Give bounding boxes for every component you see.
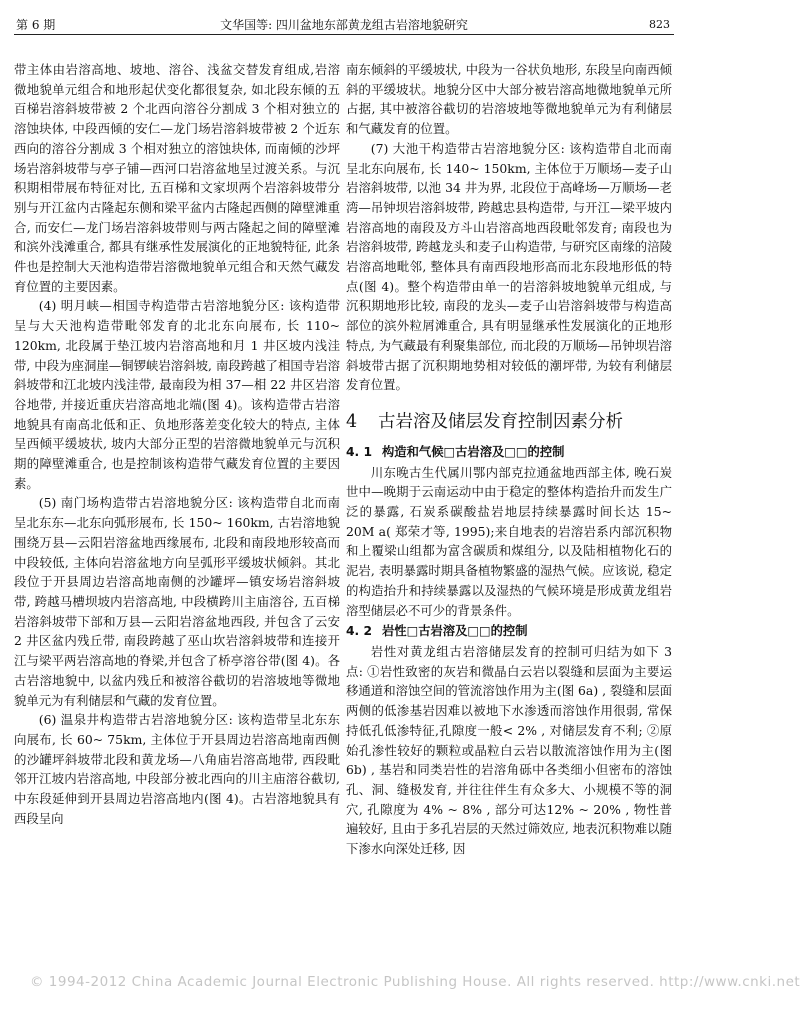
subsection-number: 4. 1 bbox=[346, 444, 373, 459]
section-number: 4 bbox=[346, 411, 358, 432]
paragraph: (4) 明月峡—相国寺构造带古岩溶地貌分区: 该构造带呈与大天池构造带毗邻发育的北北东向展布, 长 110~ 120km, 北段属于垫江坡内岩溶高地和月 1 井区坡内浅洼带, 中段为座洞崖—铜锣峡岩溶斜坡, 南段跨越了相国寺岩溶斜坡带和江北坡内浅洼带, 最南段为相 37—相 22 井区岩溶谷地带, 并接近重庆岩溶高地北端(图 4)。该构造带古岩溶地貌具有南高北低和正、负地形落差变化较大的特点, 主体呈西倾平缓坡状, 坡内大部分正型的岩溶微地貌单元与沉积期的障壁滩重合, 也是控制该构造带气藏发育位置的主要因素。 bbox=[14, 298, 340, 491]
right-column bbox=[346, 60, 672, 859]
copyright-watermark: © 1994-2012 China Academic Journal Electronic Publishing House. All rights reserved. http://www.cnki.net bbox=[30, 974, 800, 990]
paragraph: 岩性对黄龙组古岩溶储层发育的控制可归结为如下 3 点: ①岩性致密的灰岩和微晶白云岩以裂缝和层面为主要运移通道和溶蚀空间的管流溶蚀作用为主(图 6a) , 裂缝和层面两侧的低渗基岩因难以被地下水渗透而溶蚀作用很弱, 常保持低孔低渗特征,孔隙度一般< 2% , 对储层发育不利; ②原始孔渗性较好的颗粒或晶粒白云岩以散流溶蚀作用为主(图6b) , 基岩和同类岩性的岩溶角砾中各类细小但密布的溶蚀孔、洞、缝极发育, 并往往伴生有众多大、小规模不等的洞穴, 孔隙度为 4% ~ 8% , 部分可达12% ~ 20% , 物性普遍较好, 且由于多孔岩层的天然过筛效应, 地表沉积物难以随下渗水向深处迁移, 因 bbox=[346, 643, 672, 857]
subsection-title: 构造和气候□古岩溶及□□的控制 bbox=[382, 444, 565, 459]
subsection-heading bbox=[346, 443, 672, 463]
paragraph: 川东晚古生代属川鄂内部克拉通盆地西部主体, 晚石炭世中—晚期于云南运动中由于稳定的整体构造抬升而发生广泛的暴露, 石炭系碳酸盐岩地层持续暴露时间长达 15~ 20M a( 郑荣才等, 1995);来自地表的岩溶岩系内部沉积物和上覆梁山组都为富含碳质和煤组分, 以及陆相植物化石的泥岩, 表明暴露时期具备植物繁盛的湿热气候。应该说, 稳定的构造抬升和持续暴露以及湿热的气候环境是形成黄龙组岩溶型储层必不可少的背景条件。 bbox=[346, 464, 672, 618]
paragraph: (6) 温泉井构造带古岩溶地貌分区: 该构造带呈北东东向展布, 长 60~ 75km, 主体位于开县周边岩溶高地南西侧的沙罐坪斜坡带北段和黄龙场—八角庙岩溶高地带, 西段毗邻开江坡内岩溶高地, 中段部分被北西向的川主庙溶谷截切, 中东段延伸到开县周边岩溶高地内(图 4)。古岩溶地貌具有西段呈向 bbox=[14, 712, 340, 826]
section-title: 古岩溶及储层发育控制因素分析 bbox=[378, 411, 623, 432]
paragraph: (7) 大池干构造带古岩溶地貌分区: 该构造带自北而南呈北东向展布, 长 140~ 150km, 主体位于万顺场—麦子山岩溶斜坡带, 以池 34 井为界, 北段位于高峰场—万顺场—老湾—吊钟坝岩溶斜坡带, 跨越忠县构造带, 与开江—梁平坡内岩溶高地的南段及方斗山岩溶高地西段毗邻发育; 南段也为岩溶斜坡带, 跨越龙头和麦子山构造带, 与研究区南缘的涪陵岩溶高地毗邻, 整体具有南西段地形高而北东段地形低的特点(图 4)。整个构造带由单一的岩溶斜坡地貌单元组成, 与沉积期地形比较, 南段的龙头—麦子山岩溶斜坡带与构造高部位的滨外粒屑滩重合, 具有明显继承性发展演化的正地形特点, 为气藏最有利聚集部位, 而北段的万顺场—吊钟坝岩溶斜坡带古据了沉积期地势相对较低的潮坪带, 为较有利储层发育位置。 bbox=[346, 140, 672, 393]
issue-number: 第 6 期 bbox=[16, 18, 56, 32]
page-number: 823 bbox=[649, 18, 670, 31]
paragraph: (5) 南门场构造带古岩溶地貌分区: 该构造带自北而南呈北东东—北东向弧形展布, 长 150~ 160km, 古岩溶地貌围绕万县—云阳岩溶盆地西缘展布, 北段和南段地形较高而中段较低, 主体向岩溶盆地方向呈弧形平缓坡状倾斜。其北段位于开县周边岩溶高地南侧的沙罐坪—镇安场岩溶斜坡带, 跨越马槽坝坡内岩溶高地, 中段横跨川主庙溶谷, 五百梯岩溶斜坡带下部和万县—云阳岩溶盆地西段, 并包含了云安 2 井区盆内残丘带, 南段跨越了巫山坎岩溶斜坡带和连接开江与梁平两岩溶高地的脊梁,并包含了桥亭溶谷带(图 4)。各古岩溶地貌中, 以盆内残丘和被溶谷截切的岩溶坡地等微地貌单元为有利储层和气藏的发育位置。 bbox=[14, 495, 340, 708]
subsection-number: 4. 2 bbox=[346, 624, 373, 639]
left-column bbox=[14, 60, 340, 828]
subsection-title: 岩性□古岩溶及□□的控制 bbox=[382, 624, 528, 639]
paragraph: 带主体由岩溶高地、坡地、溶谷、浅盆交替发育组成,岩溶微地貌单元组合和地形起伏变化都很复杂, 如北段东倾的五百梯岩溶斜坡带被 2 个北西向溶谷分割成 3 个相对独立的溶蚀块体, 中段西倾的安仁—龙门场岩溶斜坡带被 2 个近东西向的溶谷分割成 3 个相对独立的溶蚀块体, 而南倾的沙坪场岩溶斜坡带与亭子铺—西河口岩溶盆地呈过渡关系。与沉积期相带展布特征对比, 五百梯和文家坝两个岩溶斜坡带分别与开江盆内古隆起东侧和梁平盆内古隆起西侧的障壁滩重合, 而安仁—龙门场岩溶斜坡带则与两古隆起之间的障壁滩和滨外浅滩重合, 都具有继承性发展演化的正地貌特征, 此条件也是控制大天池构造带岩溶微地貌单元组合和天然气藏发育位置的主要因素。 bbox=[14, 62, 340, 294]
running-title: 文华国等: 四川盆地东部黄龙组古岩溶地貌研究 bbox=[220, 18, 468, 32]
paragraph: 南东倾斜的平缓坡状, 中段为一谷状负地形, 东段呈向南西倾斜的平缓坡状。地貌分区中大部分被岩溶高地微地貌单元所占据, 其中被溶谷截切的岩溶坡地等微地貌单元为有利储层和气藏发育的位置。 bbox=[346, 62, 672, 137]
section-heading bbox=[346, 409, 672, 435]
running-header bbox=[14, 8, 674, 35]
subsection-heading bbox=[346, 622, 672, 642]
